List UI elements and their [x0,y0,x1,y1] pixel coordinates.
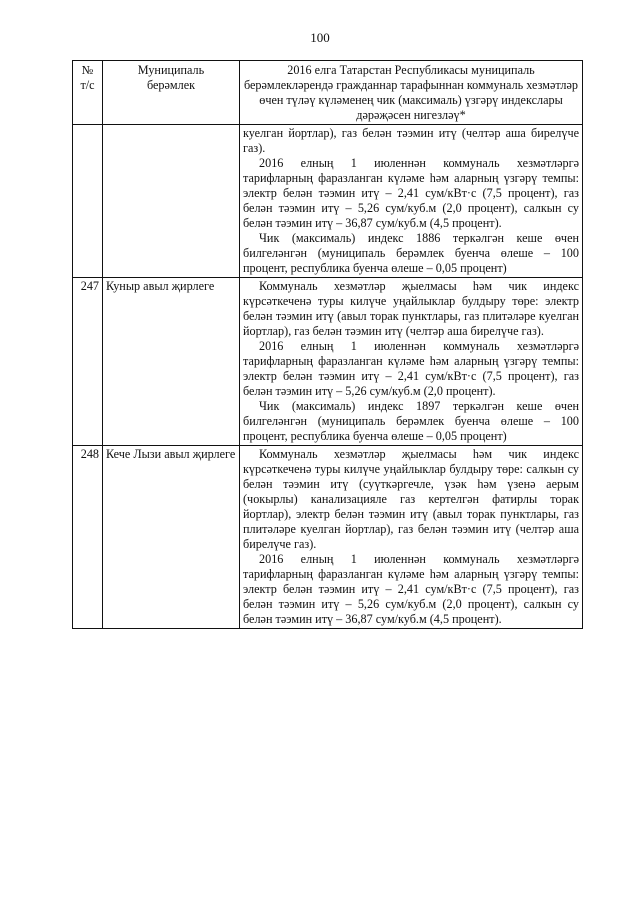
row-description [240,125,583,278]
table-body [73,125,583,629]
header-municipality: Муниципаль берәмлек [103,61,240,125]
page-number: 100 [310,30,330,45]
row-paragraph: 2016 елның 1 июленнән коммуналь хезмәтләргә тарифларның фаразланган күләме һәм аларның үзгәрү темпы: электр белән тәэмин итү – 2,41 сум/кВт·с (7,5 процент), газ белән тәэмин итү – 5,26 сум/куб.м (2,0 процент), салкын су белән тәэмин итү – 36,87 сум/куб.м (4,5 процент). [243,156,579,230]
row-description [240,278,583,446]
table-header-row [73,61,583,125]
row-paragraph: Чик (максималь) индекс 1886 теркәлгән кеше өчен билгеләнгән (муниципаль берәмлек буенча өлеше – 100 процент, республика буенча өлеше – 0,05 процент) [243,231,579,275]
header-num: № т/с [73,61,103,125]
row-number: 247 [73,278,103,446]
row-municipality: Куныр авыл җирлеге [103,278,240,446]
row-paragraph: 2016 елның 1 июленнән коммуналь хезмәтләргә тарифларның фаразланган күләме һәм аларның үзгәрү темпы: электр белән тәэмин итү – 2,41 сум/кВт·с (7,5 процент), газ белән тәэмин итү – 5,26 сум/куб.м (2,0 процент), салкын су белән тәэмин итү – 36,87 сум/куб.м (4,5 процент). [243,552,579,626]
table-row [73,446,583,629]
table-row [73,278,583,446]
row-number [73,125,103,278]
tariff-table [72,60,583,629]
row-number: 248 [73,446,103,629]
row-description [240,446,583,629]
row-municipality [103,125,240,278]
row-municipality: Кече Лызи авыл җирлеге [103,446,240,629]
table-row [73,125,583,278]
row-paragraph: Коммуналь хезмәтләр җыелмасы һәм чик индекс күрсәткеченә туры килүче уңайлыклар булдыру төре: салкын су белән тәэмин итү (суүткәргечле, үзәк һәм үзенә аерым (чокырлы) канализацияле газ кертелгән фатирлы торак йортлар), электр белән тәэмин итү (авыл торак пунктлары, газ плитәләре куелган йортлар), газ белән тәэмин итү (челтәр аша бирелүче газ). [243,447,579,551]
row-paragraph: 2016 елның 1 июленнән коммуналь хезмәтләргә тарифларның фаразланган күләме һәм аларның үзгәрү темпы: электр белән тәэмин итү – 2,41 сум/кВт·с (7,5 процент), газ белән тәэмин итү – 5,26 сум/куб.м (2,0 процент). [243,339,579,398]
row-paragraph: Коммуналь хезмәтләр җыелмасы һәм чик индекс күрсәткеченә туры килүче уңайлыклар булдыру төре: электр белән тәэмин итү (авыл торак пунктлары, газ плитәләре куелган йортлар), газ белән тәэмин итү (челтәр аша бирелүче газ). [243,279,579,338]
header-description: 2016 елга Татарстан Республикасы муниципаль берәмлекләрендә гражданнар тарафыннан коммуналь хезмәтләр өчен түләү күләменең чик (максималь) үзгәрү индекслары дәрәҗәсен нигезләү* [240,61,583,125]
row-paragraph: Чик (максималь) индекс 1897 теркәлгән кеше өчен билгеләнгән (муниципаль берәмлек буенча өлеше – 100 процент, республика буенча өлеше – 0,05 процент) [243,399,579,443]
row-paragraph: куелган йортлар), газ белән тәэмин итү (челтәр аша бирелүче газ). [243,126,579,155]
